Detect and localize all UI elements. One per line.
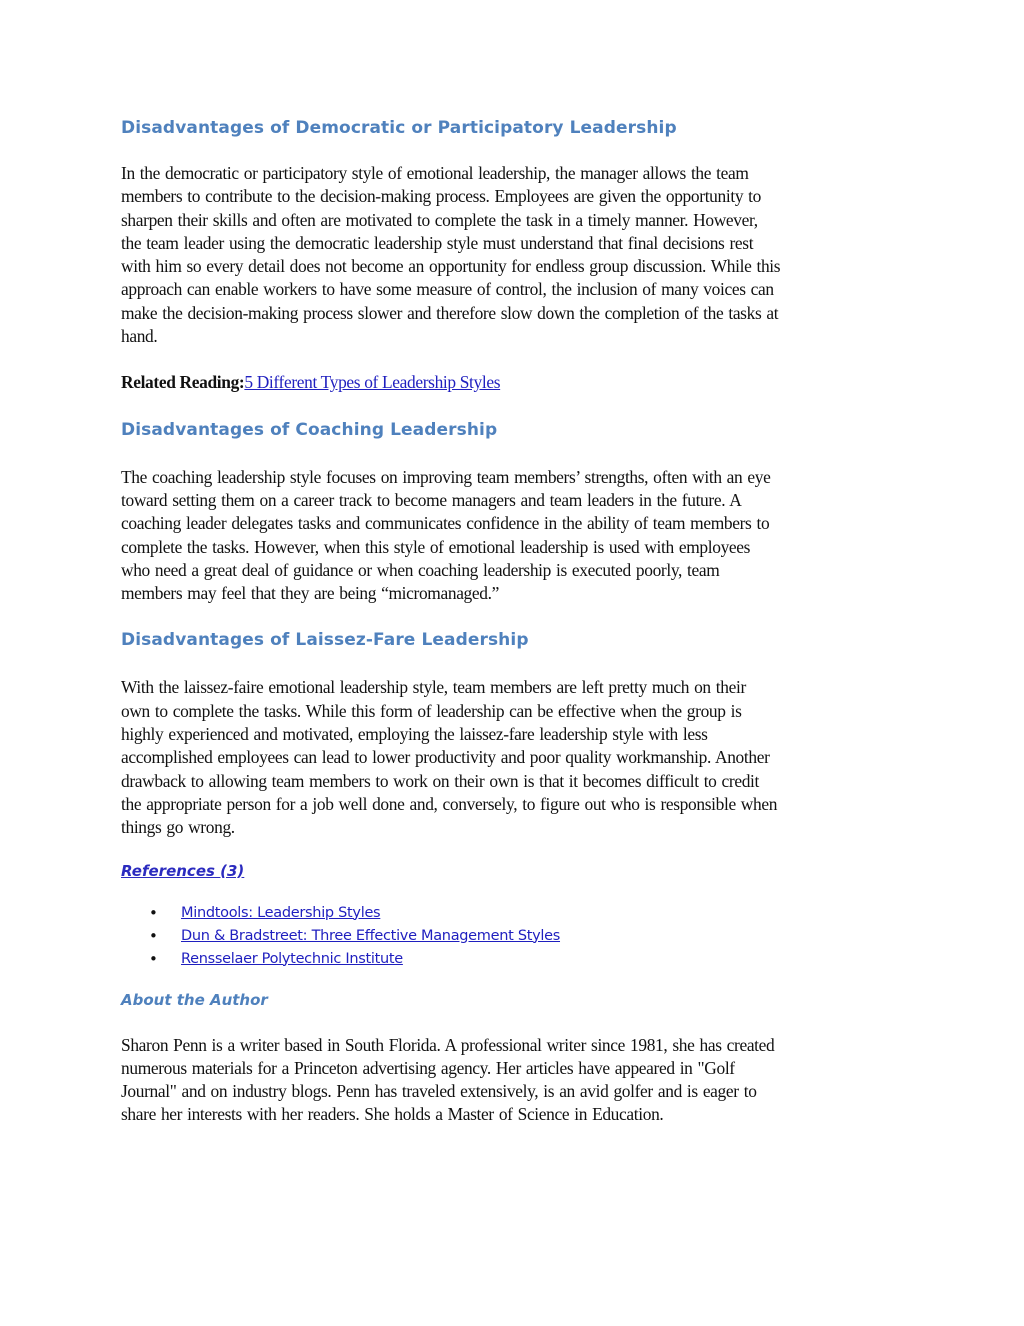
text-line: hand. bbox=[121, 326, 158, 347]
text-line: members to contribute to the decision-making process. Employees are given the opportunity to bbox=[121, 186, 761, 207]
text-line: drawback to allowing team members to work on their own is that it becomes difficult to credit bbox=[121, 770, 760, 791]
related-reading-link[interactable]: 5 Different Types of Leadership Styles bbox=[244, 372, 501, 393]
paragraph-author bbox=[121, 1034, 903, 1127]
text-line: highly experienced and motivated, employing the laissez-fare leadership style with less bbox=[121, 724, 708, 745]
text-line: accomplished employees can lead to lower productivity and poor quality workmanship. Another bbox=[121, 747, 770, 768]
text-line: sharpen their skills and often are motivated to complete the task in a timely manner. However, bbox=[121, 209, 758, 230]
text-line: Journal" and on industry blogs. Penn has traveled extensively, is an avid golfer and is eager to bbox=[121, 1081, 757, 1102]
paragraph-democratic bbox=[121, 162, 903, 348]
text-line: own to complete the tasks. While this form of leadership can be effective when the group is bbox=[121, 700, 742, 721]
text-line: With the laissez-faire emotional leadership style, team members are left pretty much on their bbox=[121, 677, 746, 698]
section-heading-coaching: Disadvantages of Coaching Leadership bbox=[121, 419, 498, 440]
text-line: the appropriate person for a job well done and, conversely, to figure out who is responsible when bbox=[121, 793, 778, 814]
text-line: Sharon Penn is a writer based in South Florida. A professional writer since 1981, she has created bbox=[121, 1034, 775, 1055]
related-reading bbox=[121, 371, 903, 394]
text-line: the team leader using the democratic leadership style must understand that final decisions rest bbox=[121, 232, 754, 253]
text-line: The coaching leadership style focuses on improving team members’ strengths, often with an eye bbox=[121, 466, 771, 487]
paragraph-coaching bbox=[121, 466, 903, 606]
text-line: things go wrong. bbox=[121, 817, 235, 838]
related-reading-label: Related Reading: bbox=[121, 372, 245, 393]
reference-item bbox=[149, 948, 903, 971]
text-line: who need a great deal of guidance or when coaching leadership is executed poorly, team bbox=[121, 559, 720, 580]
reference-link-mindtools[interactable]: Mindtools: Leadership Styles bbox=[181, 904, 381, 921]
text-line: approach can enable workers to have some measure of control, the inclusion of many voices can bbox=[121, 279, 774, 300]
text-line: make the decision-making process slower and therefore slow down the completion of the tasks at bbox=[121, 302, 779, 323]
text-line: share her interests with her readers. She holds a Master of Science in Education. bbox=[121, 1104, 664, 1125]
document-page bbox=[121, 118, 903, 1127]
paragraph-laissez-fare bbox=[121, 676, 903, 839]
reference-item bbox=[149, 902, 903, 925]
about-author-heading: About the Author bbox=[121, 990, 268, 1009]
text-line: coaching leader delegates tasks and communicates confidence in the ability of team members to bbox=[121, 513, 770, 534]
bullet-icon: • bbox=[149, 903, 158, 922]
section-heading-democratic: Disadvantages of Democratic or Participatory Leadership bbox=[121, 118, 677, 138]
references-heading[interactable]: References (3) bbox=[121, 861, 245, 880]
bullet-icon: • bbox=[149, 926, 158, 945]
text-line: complete the tasks. However, when this style of emotional leadership is used with employees bbox=[121, 536, 751, 557]
bullet-icon: • bbox=[149, 949, 158, 968]
text-line: toward setting them on a career track to become managers and team leaders in the future. A bbox=[121, 489, 742, 510]
reference-item bbox=[149, 925, 903, 948]
section-heading-laissez-fare: Disadvantages of Laissez-Fare Leadership bbox=[121, 630, 529, 651]
text-line: with him so every detail does not become an opportunity for endless group discussion. While this bbox=[121, 256, 781, 277]
reference-link-rensselaer[interactable]: Rensselaer Polytechnic Institute bbox=[181, 950, 403, 967]
references-list bbox=[121, 902, 903, 971]
reference-link-dun-bradstreet[interactable]: Dun & Bradstreet: Three Effective Management Styles bbox=[181, 927, 561, 944]
text-line: numerous materials for a Princeton advertising agency. Her articles have appeared in "Golf bbox=[121, 1057, 735, 1078]
text-line: members may feel that they are being “micromanaged.” bbox=[121, 583, 499, 604]
text-line: In the democratic or participatory style of emotional leadership, the manager allows the team bbox=[121, 163, 749, 183]
